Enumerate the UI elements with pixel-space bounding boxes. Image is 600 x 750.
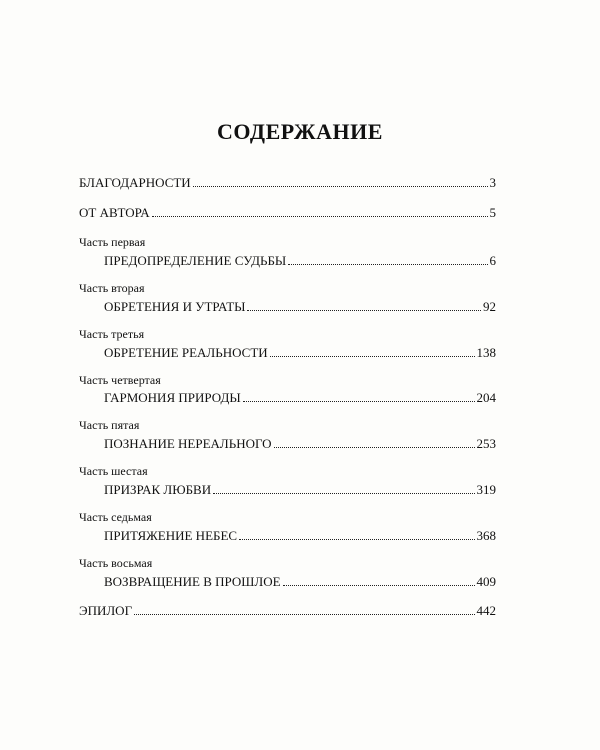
toc-entry-title: БЛАГОДАРНОСТИ: [79, 175, 191, 190]
toc-entry-part-3[interactable]: [104, 345, 496, 360]
toc-entry-part-1[interactable]: [104, 253, 496, 268]
toc-entry-page: 319: [476, 482, 496, 497]
toc-entry-page: 409: [476, 574, 496, 589]
dot-leader: [152, 216, 488, 217]
toc-entry-title: ОБРЕТЕНИЕ РЕАЛЬНОСТИ: [104, 345, 268, 360]
toc-entry-part-6[interactable]: [104, 482, 496, 497]
dot-leader: [239, 539, 474, 540]
page-title: СОДЕРЖАНИЕ: [217, 119, 383, 144]
toc-entry-from-author[interactable]: [79, 205, 496, 220]
toc-entry-title: ПРЕДОПРЕДЕЛЕНИЕ СУДЬБЫ: [104, 253, 287, 268]
toc-entry-title: ОТ АВТОРА: [79, 205, 150, 220]
part-label: Часть восьмая: [79, 556, 153, 570]
part-label: Часть первая: [79, 235, 146, 249]
part-label: Часть вторая: [79, 281, 145, 295]
toc-entry-epilogue[interactable]: [79, 603, 496, 618]
toc-entry-title: ПРИЗРАК ЛЮБВИ: [104, 482, 212, 497]
toc-entry-title: ВОЗВРАЩЕНИЕ В ПРОШЛОЕ: [104, 574, 281, 589]
toc-entry-page: 442: [476, 603, 496, 618]
toc-entry-title: ЭПИЛОГ: [79, 603, 133, 618]
toc-entry-title: ПОЗНАНИЕ НЕРЕАЛЬНОГО: [104, 436, 272, 451]
part-label: Часть четвертая: [79, 373, 161, 387]
toc-entry-title: ГАРМОНИЯ ПРИРОДЫ: [104, 390, 241, 405]
toc-entry-part-7[interactable]: [104, 528, 496, 543]
dot-leader: [134, 614, 474, 615]
toc-entry-page: 92: [483, 299, 496, 314]
dot-leader: [270, 356, 475, 357]
dot-leader: [283, 585, 475, 586]
dot-leader: [274, 447, 475, 448]
toc-entry-page: 5: [489, 205, 496, 220]
toc-entry-page: 138: [476, 345, 496, 360]
toc-entry-page: 368: [476, 528, 496, 543]
toc-entry-part-5[interactable]: [104, 436, 496, 451]
dot-leader: [193, 186, 488, 187]
part-label: Часть пятая: [79, 418, 140, 432]
dot-leader: [247, 310, 481, 311]
dot-leader: [288, 264, 487, 265]
part-label: Часть седьмая: [79, 510, 152, 524]
toc-entry-acknowledgements[interactable]: [79, 175, 496, 190]
part-label: Часть третья: [79, 327, 145, 341]
toc-entry-page: 3: [489, 175, 496, 190]
toc-entry-page: 204: [476, 390, 496, 405]
toc-entry-part-8[interactable]: [104, 574, 496, 589]
toc-entry-title: ОБРЕТЕНИЯ И УТРАТЫ: [104, 299, 246, 314]
dot-leader: [243, 401, 475, 402]
part-label: Часть шестая: [79, 464, 148, 478]
toc-entry-page: 253: [476, 436, 496, 451]
toc-entry-part-2[interactable]: [104, 299, 496, 314]
toc-entry-title: ПРИТЯЖЕНИЕ НЕБЕС: [104, 528, 238, 543]
dot-leader: [213, 493, 474, 494]
toc-entry-page: 6: [489, 253, 496, 268]
toc-entry-part-4[interactable]: [104, 390, 496, 405]
